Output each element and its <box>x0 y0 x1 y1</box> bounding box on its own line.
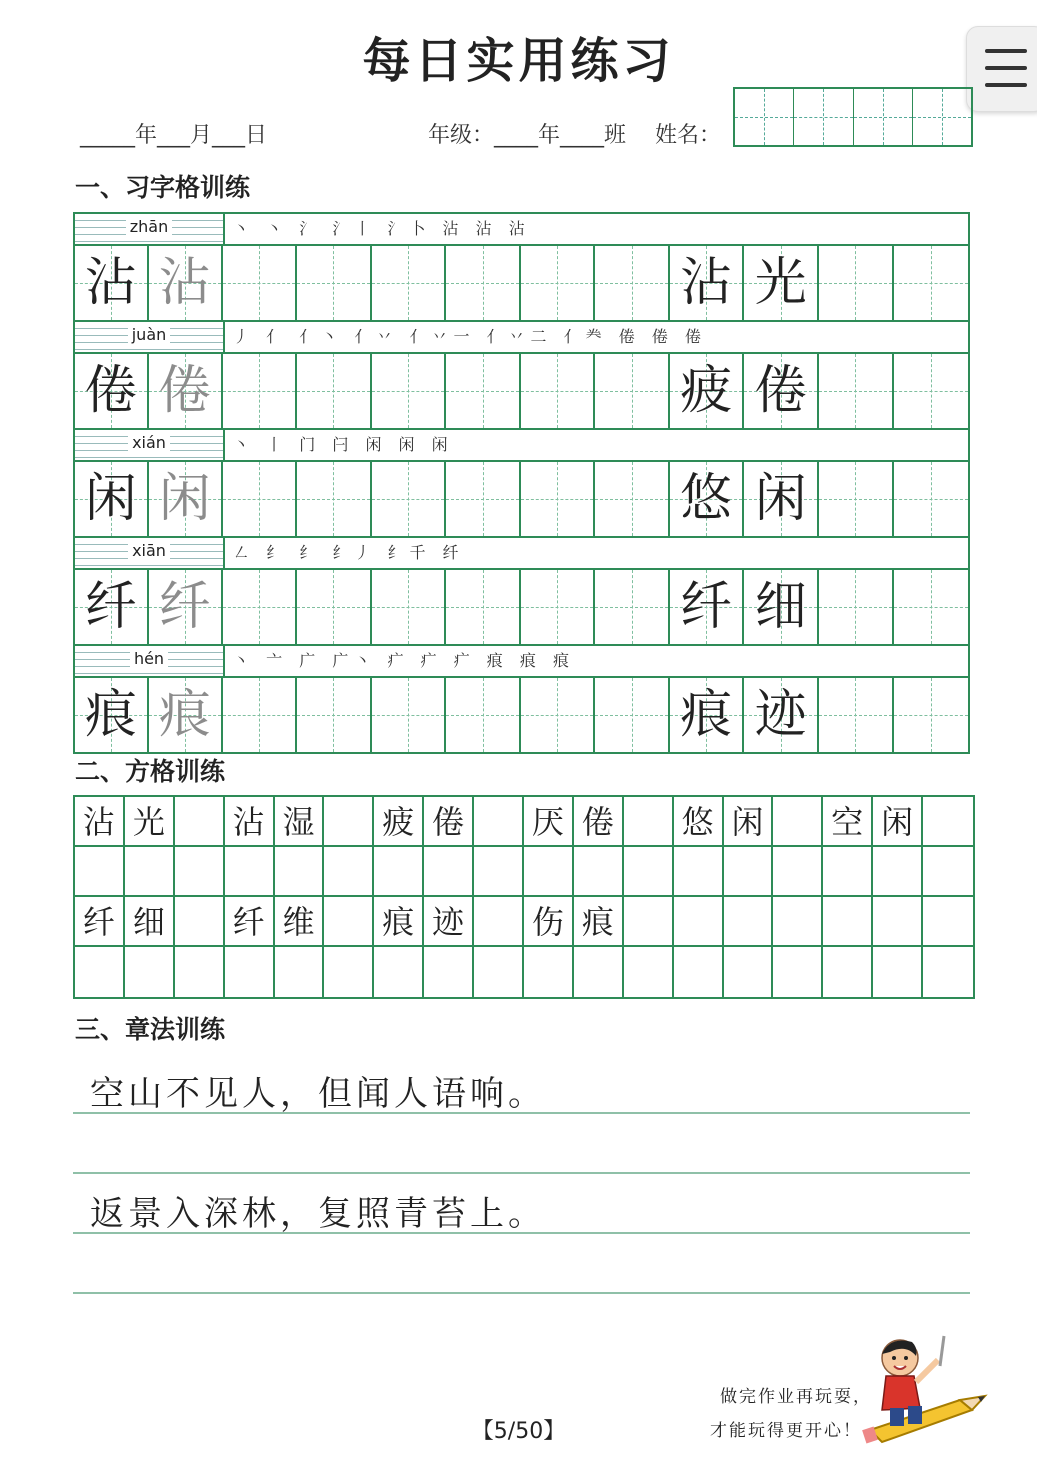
tian-cell[interactable] <box>149 678 223 752</box>
writing-line[interactable] <box>73 1172 970 1174</box>
tian-cell[interactable] <box>521 354 596 428</box>
grid-cell[interactable] <box>923 797 973 847</box>
grid-cell[interactable] <box>424 947 474 997</box>
sentence-2: 返景入深林，复照青苔上。 <box>90 1194 546 1234</box>
grid-cell[interactable]: 沾 <box>75 797 125 847</box>
stroke-step: 疒 <box>387 651 410 670</box>
trace-char: 痕 <box>158 685 211 745</box>
tian-cell[interactable] <box>595 678 670 752</box>
tian-cell[interactable] <box>297 570 372 644</box>
tian-cell[interactable] <box>894 678 969 752</box>
grid-cell[interactable] <box>524 947 574 997</box>
grid-cell[interactable] <box>175 797 225 847</box>
stroke-step: 亻 <box>266 327 289 346</box>
grid-cell[interactable]: 闲 <box>724 797 774 847</box>
grid-cell[interactable] <box>823 947 873 997</box>
grid-cell[interactable]: 伤 <box>524 897 574 947</box>
word-char: 细 <box>754 577 807 637</box>
tian-cell[interactable] <box>670 678 745 752</box>
tian-cell[interactable] <box>297 246 372 320</box>
stroke-step: 疒 <box>453 651 476 670</box>
pinyin-row <box>75 322 968 354</box>
grid-cell[interactable]: 沾 <box>225 797 275 847</box>
stroke-step: 沾 <box>508 219 531 238</box>
tian-cell[interactable] <box>75 570 149 644</box>
model-char: 纤 <box>84 577 137 637</box>
grid-cell[interactable] <box>175 847 225 897</box>
section-heading-2: 二、方格训练 <box>75 757 226 786</box>
stroke-step: 倦 <box>651 327 674 346</box>
tian-cell[interactable] <box>894 246 969 320</box>
stroke-step: 氵卜 <box>387 219 432 238</box>
grid-cell[interactable] <box>125 847 175 897</box>
grid-cell[interactable] <box>75 947 125 997</box>
grid-cell[interactable] <box>873 897 923 947</box>
grid-cell[interactable] <box>773 947 823 997</box>
grid-cell[interactable] <box>374 947 424 997</box>
tian-cell[interactable] <box>819 678 894 752</box>
tian-cell[interactable] <box>744 462 819 536</box>
pinyin-row <box>75 214 968 246</box>
grid-cell[interactable] <box>474 797 524 847</box>
tian-cell[interactable] <box>223 354 298 428</box>
tian-cell[interactable] <box>595 246 670 320</box>
grid-cell[interactable]: 纤 <box>75 897 125 947</box>
word-char: 纤 <box>680 577 733 637</box>
stroke-step: 丶 <box>233 435 256 454</box>
tian-cell[interactable] <box>595 354 670 428</box>
grid-cell[interactable] <box>773 797 823 847</box>
trace-char: 倦 <box>158 361 211 421</box>
tian-cell[interactable] <box>149 570 223 644</box>
menu-button[interactable] <box>966 26 1037 112</box>
practice-grid <box>73 212 970 754</box>
pinyin-row <box>75 538 968 570</box>
section-heading-1: 一、习字格训练 <box>75 173 251 202</box>
grid-cell[interactable]: 纤 <box>225 897 275 947</box>
grid-cell[interactable] <box>324 797 374 847</box>
grid-cell[interactable] <box>474 847 524 897</box>
tian-cell[interactable] <box>75 462 149 536</box>
tian-cell[interactable] <box>372 570 447 644</box>
grid-cell[interactable] <box>275 847 325 897</box>
grid-cell[interactable] <box>125 947 175 997</box>
tian-cell[interactable] <box>595 462 670 536</box>
stroke-step: 亻丷一 <box>409 327 476 346</box>
grid-cell[interactable] <box>823 847 873 897</box>
grid-cell[interactable] <box>324 947 374 997</box>
menu-icon <box>985 49 1027 53</box>
tian-cell[interactable] <box>670 246 745 320</box>
class-field: 年级：____年____班 <box>428 123 627 148</box>
tian-cell[interactable] <box>521 246 596 320</box>
stroke-step: 沾 <box>475 219 498 238</box>
encourage-line-1: 做完作业再玩耍， <box>720 1387 872 1407</box>
grid-cell[interactable] <box>374 847 424 897</box>
tian-cell[interactable] <box>595 570 670 644</box>
pinyin-cell <box>75 214 225 244</box>
stroke-step: 闲 <box>398 435 421 454</box>
grid-cell[interactable]: 闲 <box>873 797 923 847</box>
menu-icon-bar <box>985 83 1027 87</box>
encourage-line-2: 才能玩得更开心！ <box>710 1421 862 1441</box>
stroke-step: 亻丷二 <box>486 327 553 346</box>
tian-cell[interactable] <box>149 354 223 428</box>
tian-cell[interactable] <box>223 462 298 536</box>
stroke-step: 丨 <box>266 435 289 454</box>
tian-cell[interactable] <box>372 678 447 752</box>
tian-cell[interactable] <box>149 246 223 320</box>
tian-cell[interactable] <box>223 246 298 320</box>
practice-row <box>75 246 968 322</box>
word-grid <box>73 795 975 999</box>
pinyin-cell <box>75 538 225 568</box>
page-indicator[interactable]: 【5/50】 <box>471 1419 566 1444</box>
tian-cell[interactable] <box>297 462 372 536</box>
stroke-step: 亻丷 <box>354 327 399 346</box>
stroke-step: 氵丨 <box>332 219 377 238</box>
stroke-step: 闩 <box>332 435 355 454</box>
tian-cell[interactable] <box>670 462 745 536</box>
stroke-step: 闲 <box>431 435 454 454</box>
grid-cell[interactable]: 倦 <box>424 797 474 847</box>
tian-cell[interactable] <box>744 570 819 644</box>
pinyin-text: juàn <box>128 325 171 344</box>
tian-cell[interactable] <box>744 354 819 428</box>
name-grid[interactable] <box>733 87 973 147</box>
grid-cell[interactable] <box>275 947 325 997</box>
stroke-step: 纟千 <box>387 543 432 562</box>
stroke-step: 沾 <box>442 219 465 238</box>
grid-cell[interactable] <box>674 847 724 897</box>
stroke-step: 纤 <box>442 543 465 562</box>
word-char: 沾 <box>680 253 733 313</box>
trace-char: 沾 <box>158 253 211 313</box>
grid-cell[interactable] <box>923 897 973 947</box>
grid-cell[interactable] <box>773 897 823 947</box>
page-title: 每日实用练习 <box>362 33 675 89</box>
stroke-step: 广 <box>299 651 322 670</box>
grid-cell[interactable]: 空 <box>823 797 873 847</box>
grid-cell[interactable] <box>923 947 973 997</box>
stroke-step: 丶 <box>233 651 256 670</box>
grid-cell[interactable]: 光 <box>125 797 175 847</box>
word-char: 闲 <box>754 469 807 529</box>
stroke-order <box>225 538 968 568</box>
stroke-step: 丶 <box>266 219 289 238</box>
tian-cell[interactable] <box>446 570 521 644</box>
section-heading-3: 三、章法训练 <box>75 1015 226 1044</box>
pinyin-row <box>75 430 968 462</box>
grid-cell[interactable] <box>873 947 923 997</box>
stroke-step: 疒 <box>420 651 443 670</box>
pinyin-text: xián <box>128 433 170 452</box>
grid-cell[interactable]: 厌 <box>524 797 574 847</box>
grid-cell[interactable]: 痕 <box>574 897 624 947</box>
stroke-step: 纟 <box>266 543 289 562</box>
stroke-step: ㇜ <box>233 543 256 562</box>
sentence-1: 空山不见人，但闻人语响。 <box>90 1074 546 1114</box>
date-field: _____年___月___日 <box>80 123 268 148</box>
stroke-step: 亠 <box>266 651 289 670</box>
tian-cell[interactable] <box>297 354 372 428</box>
tian-cell[interactable] <box>670 570 745 644</box>
stroke-step: 亻龹 <box>563 327 608 346</box>
tian-cell[interactable] <box>819 570 894 644</box>
stroke-step: 痕 <box>552 651 575 670</box>
stroke-step: 痕 <box>519 651 542 670</box>
model-char: 倦 <box>84 361 137 421</box>
model-char: 痕 <box>84 685 137 745</box>
stroke-step: 丶 <box>233 219 256 238</box>
tian-cell[interactable] <box>446 678 521 752</box>
stroke-step: 痕 <box>486 651 509 670</box>
tian-cell[interactable] <box>446 354 521 428</box>
practice-row <box>75 462 968 538</box>
pinyin-cell <box>75 322 225 352</box>
tian-cell[interactable] <box>521 570 596 644</box>
pinyin-cell <box>75 430 225 460</box>
grid-cell[interactable]: 维 <box>275 897 325 947</box>
grid-cell[interactable] <box>624 897 674 947</box>
tian-cell[interactable] <box>372 246 447 320</box>
model-char: 闲 <box>84 469 137 529</box>
pinyin-cell <box>75 646 225 676</box>
grid-cell[interactable] <box>324 847 374 897</box>
grid-cell[interactable] <box>474 947 524 997</box>
grid-cell[interactable] <box>624 847 674 897</box>
tian-cell[interactable] <box>521 678 596 752</box>
grid-cell[interactable] <box>674 947 724 997</box>
tian-cell[interactable] <box>744 678 819 752</box>
grid-cell[interactable]: 疲 <box>374 797 424 847</box>
grid-cell[interactable] <box>324 897 374 947</box>
grid-cell[interactable] <box>424 847 474 897</box>
grid-cell[interactable] <box>175 897 225 947</box>
grid-cell[interactable] <box>724 947 774 997</box>
grid-cell[interactable] <box>474 897 524 947</box>
tian-cell[interactable] <box>819 462 894 536</box>
pinyin-text: hén <box>130 649 168 668</box>
writing-line[interactable] <box>73 1112 970 1114</box>
grid-cell[interactable]: 痕 <box>374 897 424 947</box>
stroke-order <box>225 214 968 244</box>
word-char: 疲 <box>680 361 733 421</box>
stroke-order <box>225 646 968 676</box>
tian-cell[interactable] <box>223 570 298 644</box>
tian-cell[interactable] <box>670 354 745 428</box>
tian-cell[interactable] <box>744 246 819 320</box>
grid-cell[interactable] <box>724 847 774 897</box>
grid-cell[interactable]: 细 <box>125 897 175 947</box>
trace-char: 纤 <box>158 577 211 637</box>
grid-cell[interactable]: 湿 <box>275 797 325 847</box>
grid-cell[interactable] <box>75 847 125 897</box>
name-label: 姓名： <box>655 123 722 148</box>
tian-cell[interactable] <box>372 462 447 536</box>
tian-cell[interactable] <box>75 246 149 320</box>
grid-cell[interactable] <box>175 947 225 997</box>
grid-cell[interactable] <box>923 847 973 897</box>
tian-cell[interactable] <box>521 462 596 536</box>
stroke-step: 丿 <box>233 327 256 346</box>
stroke-step: 倦 <box>684 327 707 346</box>
grid-cell[interactable]: 悠 <box>674 797 724 847</box>
word-char: 倦 <box>754 361 807 421</box>
writing-line[interactable] <box>73 1292 970 1294</box>
tian-cell[interactable] <box>223 678 298 752</box>
tian-cell[interactable] <box>894 462 969 536</box>
grid-cell[interactable] <box>873 847 923 897</box>
tian-cell[interactable] <box>819 354 894 428</box>
tian-cell[interactable] <box>819 246 894 320</box>
tian-cell[interactable] <box>894 570 969 644</box>
grid-cell[interactable] <box>773 847 823 897</box>
stroke-step: 闲 <box>365 435 388 454</box>
writing-line[interactable] <box>73 1232 970 1234</box>
word-char: 迹 <box>754 685 807 745</box>
practice-row <box>75 570 968 646</box>
word-char: 痕 <box>680 685 733 745</box>
stroke-step: 广丶 <box>332 651 377 670</box>
tian-cell[interactable] <box>297 678 372 752</box>
tian-cell[interactable] <box>446 246 521 320</box>
tian-cell[interactable] <box>149 462 223 536</box>
grid-cell[interactable] <box>524 847 574 897</box>
grid-cell[interactable] <box>624 947 674 997</box>
tian-cell[interactable] <box>372 354 447 428</box>
grid-cell[interactable] <box>574 947 624 997</box>
word-char: 光 <box>754 253 807 313</box>
stroke-step: 氵 <box>299 219 322 238</box>
grid-cell[interactable] <box>225 947 275 997</box>
grid-cell[interactable]: 倦 <box>574 797 624 847</box>
practice-row <box>75 678 968 752</box>
grid-cell[interactable] <box>225 847 275 897</box>
stroke-order <box>225 322 968 352</box>
stroke-step: 亻丶 <box>299 327 344 346</box>
grid-cell[interactable] <box>624 797 674 847</box>
menu-icon-bar <box>985 66 1027 70</box>
stroke-order <box>225 430 968 460</box>
tian-cell[interactable] <box>446 462 521 536</box>
practice-row <box>75 354 968 430</box>
trace-char: 闲 <box>158 469 211 529</box>
stroke-step: 纟 <box>299 543 322 562</box>
grid-cell[interactable] <box>823 897 873 947</box>
stroke-step: 门 <box>299 435 322 454</box>
tian-cell[interactable] <box>894 354 969 428</box>
grid-cell[interactable] <box>674 897 724 947</box>
model-char: 沾 <box>84 253 137 313</box>
grid-cell[interactable] <box>724 897 774 947</box>
tian-cell[interactable] <box>75 678 149 752</box>
grid-cell[interactable]: 迹 <box>424 897 474 947</box>
pinyin-row <box>75 646 968 678</box>
pinyin-text: xiān <box>128 541 170 560</box>
word-char: 悠 <box>680 469 733 529</box>
stroke-step: 倦 <box>618 327 641 346</box>
tian-cell[interactable] <box>75 354 149 428</box>
pinyin-text: zhān <box>126 217 172 236</box>
grid-cell[interactable] <box>574 847 624 897</box>
stroke-step: 纟丿 <box>332 543 377 562</box>
